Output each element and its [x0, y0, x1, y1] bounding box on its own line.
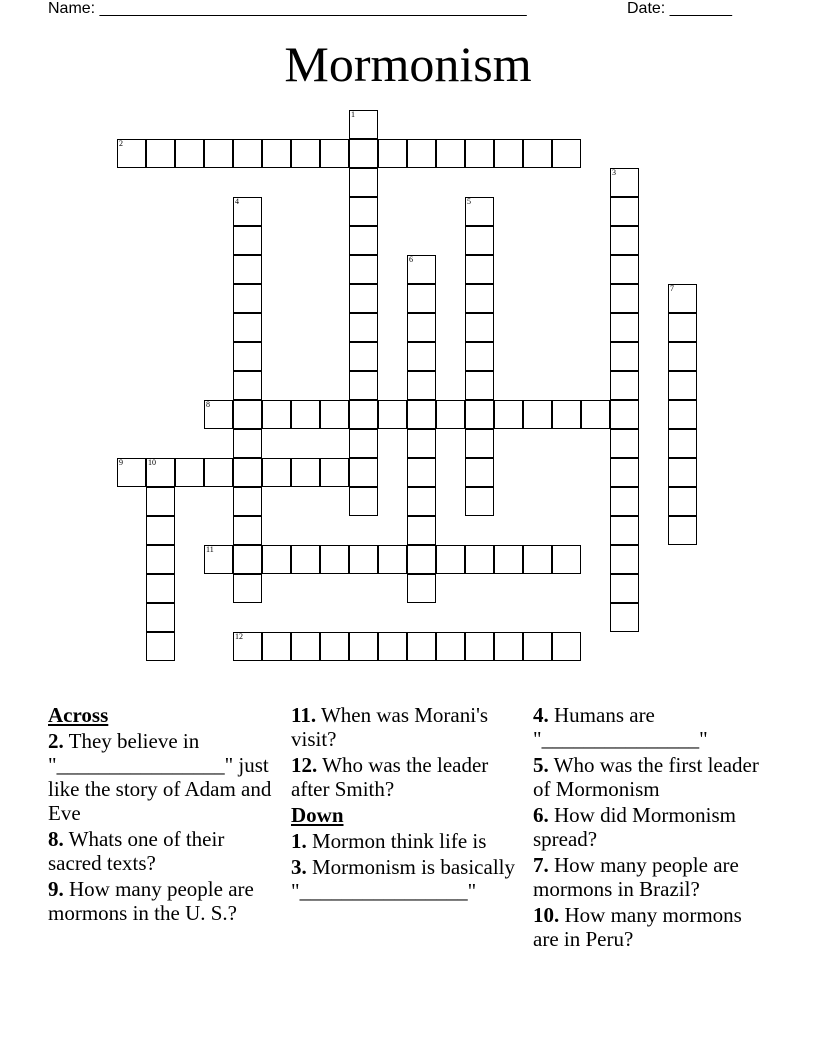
crossword-cell[interactable]: [610, 342, 639, 371]
crossword-cell[interactable]: [668, 429, 697, 458]
clue-number: 6.: [533, 803, 549, 827]
crossword-cell[interactable]: [146, 139, 175, 168]
crossword-cell[interactable]: [494, 632, 523, 661]
cell-number: 12: [235, 632, 243, 641]
crossword-cell[interactable]: [349, 429, 378, 458]
crossword-cell[interactable]: [117, 139, 146, 168]
crossword-cell[interactable]: [146, 516, 175, 545]
down-heading: Down: [291, 803, 344, 827]
crossword-cell[interactable]: [349, 487, 378, 516]
crossword-cell[interactable]: [552, 632, 581, 661]
crossword-cell[interactable]: [407, 429, 436, 458]
crossword-cell[interactable]: [320, 458, 349, 487]
crossword-cell[interactable]: [494, 400, 523, 429]
clue-text: How many people are mormons in the U. S.?: [48, 877, 254, 925]
crossword-cell[interactable]: [465, 139, 494, 168]
crossword-cell[interactable]: [610, 603, 639, 632]
crossword-cell[interactable]: [233, 342, 262, 371]
cell-number: 3: [612, 168, 616, 177]
cell-number: 1: [351, 110, 355, 119]
crossword-cell[interactable]: [465, 342, 494, 371]
crossword-cell[interactable]: [523, 139, 552, 168]
clue-column-1: [48, 703, 273, 927]
crossword-cell[interactable]: [668, 516, 697, 545]
crossword-cell[interactable]: [465, 371, 494, 400]
clue-down-1: [291, 829, 516, 853]
crossword-cell[interactable]: [233, 139, 262, 168]
crossword-cell[interactable]: [349, 400, 378, 429]
crossword-cell[interactable]: [204, 458, 233, 487]
crossword-cell[interactable]: [233, 371, 262, 400]
crossword-cell[interactable]: [407, 139, 436, 168]
crossword-cell[interactable]: [668, 400, 697, 429]
cell-number: 4: [235, 197, 239, 206]
crossword-cell[interactable]: [407, 487, 436, 516]
crossword-cell[interactable]: [668, 284, 697, 313]
crossword-cell[interactable]: [610, 400, 639, 429]
crossword-cell[interactable]: [378, 400, 407, 429]
crossword-cell[interactable]: [407, 313, 436, 342]
crossword-cell[interactable]: [233, 429, 262, 458]
clue-number: 10.: [533, 903, 560, 927]
crossword-cell[interactable]: [349, 632, 378, 661]
crossword-cell[interactable]: [610, 284, 639, 313]
crossword-cell[interactable]: [233, 400, 262, 429]
crossword-cell[interactable]: [349, 458, 378, 487]
crossword-cell[interactable]: [204, 545, 233, 574]
clue-text: How many mormons are in Peru?: [533, 903, 742, 951]
crossword-cell[interactable]: [262, 545, 291, 574]
crossword-cell[interactable]: [233, 284, 262, 313]
cell-number: 5: [467, 197, 471, 206]
crossword-cell[interactable]: [291, 139, 320, 168]
clue-number: 4.: [533, 703, 549, 727]
crossword-cell[interactable]: [465, 429, 494, 458]
clue-down-6: [533, 803, 768, 851]
crossword-cell[interactable]: [291, 458, 320, 487]
crossword-cell[interactable]: [233, 255, 262, 284]
crossword-cell[interactable]: [465, 545, 494, 574]
clue-across-9: [48, 877, 273, 925]
crossword-cell[interactable]: [175, 139, 204, 168]
crossword-cell[interactable]: [233, 197, 262, 226]
crossword-cell[interactable]: [407, 255, 436, 284]
crossword-cell[interactable]: [552, 400, 581, 429]
crossword-cell[interactable]: [436, 139, 465, 168]
crossword-cell[interactable]: [407, 400, 436, 429]
clue-text: Whats one of their sacred texts?: [48, 827, 225, 875]
cell-number: 2: [119, 139, 123, 148]
crossword-cell[interactable]: [465, 400, 494, 429]
clue-text: Mormonism is basically "________________": [291, 855, 515, 903]
name-field-label: Name: ________________________________________________: [48, 0, 527, 17]
clue-text: How many people are mormons in Brazil?: [533, 853, 739, 901]
crossword-cell[interactable]: [320, 400, 349, 429]
crossword-cell[interactable]: [320, 545, 349, 574]
crossword-cell[interactable]: [668, 342, 697, 371]
crossword-cell[interactable]: [262, 632, 291, 661]
clue-number: 8.: [48, 827, 64, 851]
crossword-cell[interactable]: [349, 545, 378, 574]
clue-text: They believe in "________________" just like the story of Adam and Eve: [48, 729, 272, 825]
crossword-cell[interactable]: [175, 458, 204, 487]
crossword-cell[interactable]: [349, 139, 378, 168]
crossword-cell[interactable]: [552, 139, 581, 168]
clue-column-2: [291, 703, 516, 905]
clue-text: How did Mormonism spread?: [533, 803, 737, 851]
clue-across-12: [291, 753, 516, 801]
crossword-cell[interactable]: [610, 197, 639, 226]
crossword-cell[interactable]: [146, 632, 175, 661]
crossword-cell[interactable]: [378, 139, 407, 168]
crossword-cell[interactable]: [610, 429, 639, 458]
clue-down-7: [533, 853, 768, 901]
crossword-cell[interactable]: [349, 342, 378, 371]
crossword-cell[interactable]: [291, 400, 320, 429]
puzzle-title: Mormonism: [284, 36, 532, 92]
crossword-cell[interactable]: [233, 545, 262, 574]
crossword-cell[interactable]: [233, 458, 262, 487]
crossword-cell[interactable]: [610, 371, 639, 400]
crossword-cell[interactable]: [668, 487, 697, 516]
crossword-cell[interactable]: [378, 545, 407, 574]
crossword-cell[interactable]: [146, 545, 175, 574]
crossword-cell[interactable]: [146, 487, 175, 516]
crossword-cell[interactable]: [668, 458, 697, 487]
crossword-cell[interactable]: [610, 574, 639, 603]
crossword-cell[interactable]: [581, 400, 610, 429]
crossword-cell[interactable]: [349, 168, 378, 197]
crossword-cell[interactable]: [262, 400, 291, 429]
crossword-cell[interactable]: [349, 371, 378, 400]
crossword-cell[interactable]: [349, 197, 378, 226]
crossword-cell[interactable]: [407, 632, 436, 661]
crossword-cell[interactable]: [465, 458, 494, 487]
crossword-cell[interactable]: [668, 371, 697, 400]
clue-number: 1.: [291, 829, 307, 853]
clue-number: 12.: [291, 753, 318, 777]
crossword-cell[interactable]: [523, 545, 552, 574]
clue-across-8: [48, 827, 273, 875]
crossword-cell[interactable]: [291, 545, 320, 574]
crossword-cell[interactable]: [378, 632, 407, 661]
crossword-cell[interactable]: [610, 255, 639, 284]
crossword-cell[interactable]: [523, 400, 552, 429]
across-heading: Across: [48, 703, 109, 727]
cell-number: 10: [148, 458, 156, 467]
crossword-cell[interactable]: [407, 545, 436, 574]
crossword-cell[interactable]: [436, 632, 465, 661]
crossword-cell[interactable]: [146, 603, 175, 632]
clue-number: 7.: [533, 853, 549, 877]
crossword-cell[interactable]: [610, 226, 639, 255]
crossword-cell[interactable]: [262, 139, 291, 168]
crossword-cell[interactable]: [320, 139, 349, 168]
crossword-cell[interactable]: [349, 284, 378, 313]
crossword-cell[interactable]: [146, 458, 175, 487]
clue-number: 3.: [291, 855, 307, 879]
crossword-cell[interactable]: [407, 574, 436, 603]
crossword-cell[interactable]: [552, 545, 581, 574]
clue-number: 2.: [48, 729, 64, 753]
crossword-cell[interactable]: [465, 255, 494, 284]
crossword-cell[interactable]: [465, 226, 494, 255]
crossword-cell[interactable]: [407, 458, 436, 487]
cell-number: 8: [206, 400, 210, 409]
crossword-cell[interactable]: [291, 632, 320, 661]
crossword-cell[interactable]: [233, 487, 262, 516]
crossword-cell[interactable]: [117, 458, 146, 487]
cell-number: 7: [670, 284, 674, 293]
clue-number: 9.: [48, 877, 64, 901]
clue-column-3: [533, 703, 768, 953]
clue-text: When was Morani's visit?: [291, 703, 489, 751]
crossword-cell[interactable]: [465, 487, 494, 516]
crossword-cell[interactable]: [494, 545, 523, 574]
crossword-cell[interactable]: [233, 632, 262, 661]
crossword-cell[interactable]: [262, 458, 291, 487]
date-field-label: Date: _______: [627, 0, 732, 17]
crossword-cell[interactable]: [349, 110, 378, 139]
clue-text: Who was the first leader of Mormonism: [533, 753, 759, 801]
clue-across-2: [48, 729, 273, 825]
crossword-cell[interactable]: [320, 632, 349, 661]
cell-number: 11: [206, 545, 214, 554]
crossword-cell[interactable]: [436, 400, 465, 429]
crossword-cell[interactable]: [610, 545, 639, 574]
crossword-cell[interactable]: [204, 139, 233, 168]
crossword-cell[interactable]: [407, 284, 436, 313]
crossword-cell[interactable]: [407, 371, 436, 400]
crossword-cell[interactable]: [349, 255, 378, 284]
clue-down-4: [533, 703, 768, 751]
clue-text: Who was the leader after Smith?: [291, 753, 489, 801]
crossword-cell[interactable]: [610, 313, 639, 342]
crossword-cell[interactable]: [407, 342, 436, 371]
crossword-cell[interactable]: [436, 545, 465, 574]
crossword-cell[interactable]: [349, 226, 378, 255]
cell-number: 9: [119, 458, 123, 467]
clue-down-10: [533, 903, 768, 951]
crossword-cell[interactable]: [610, 168, 639, 197]
crossword-cell[interactable]: [233, 574, 262, 603]
crossword-cell[interactable]: [233, 226, 262, 255]
clue-number: 11.: [291, 703, 317, 727]
clue-across-11: [291, 703, 516, 751]
crossword-cell[interactable]: [204, 400, 233, 429]
crossword-cell[interactable]: [494, 139, 523, 168]
crossword-cell[interactable]: [146, 574, 175, 603]
crossword-cell[interactable]: [523, 632, 552, 661]
cell-number: 6: [409, 255, 413, 264]
crossword-cell[interactable]: [233, 313, 262, 342]
crossword-cell[interactable]: [465, 632, 494, 661]
crossword-cell[interactable]: [610, 487, 639, 516]
clue-number: 5.: [533, 753, 549, 777]
clue-text: Humans are "_______________": [533, 703, 708, 751]
crossword-cell[interactable]: [407, 516, 436, 545]
crossword-cell[interactable]: [233, 516, 262, 545]
clue-down-5: [533, 753, 768, 801]
crossword-cell[interactable]: [465, 197, 494, 226]
crossword-cell[interactable]: [349, 313, 378, 342]
clue-down-3: [291, 855, 516, 903]
crossword-cell[interactable]: [610, 458, 639, 487]
crossword-cell[interactable]: [465, 313, 494, 342]
clue-text: Mormon think life is: [306, 829, 487, 853]
crossword-cell[interactable]: [465, 284, 494, 313]
crossword-cell[interactable]: [668, 313, 697, 342]
crossword-cell[interactable]: [610, 516, 639, 545]
